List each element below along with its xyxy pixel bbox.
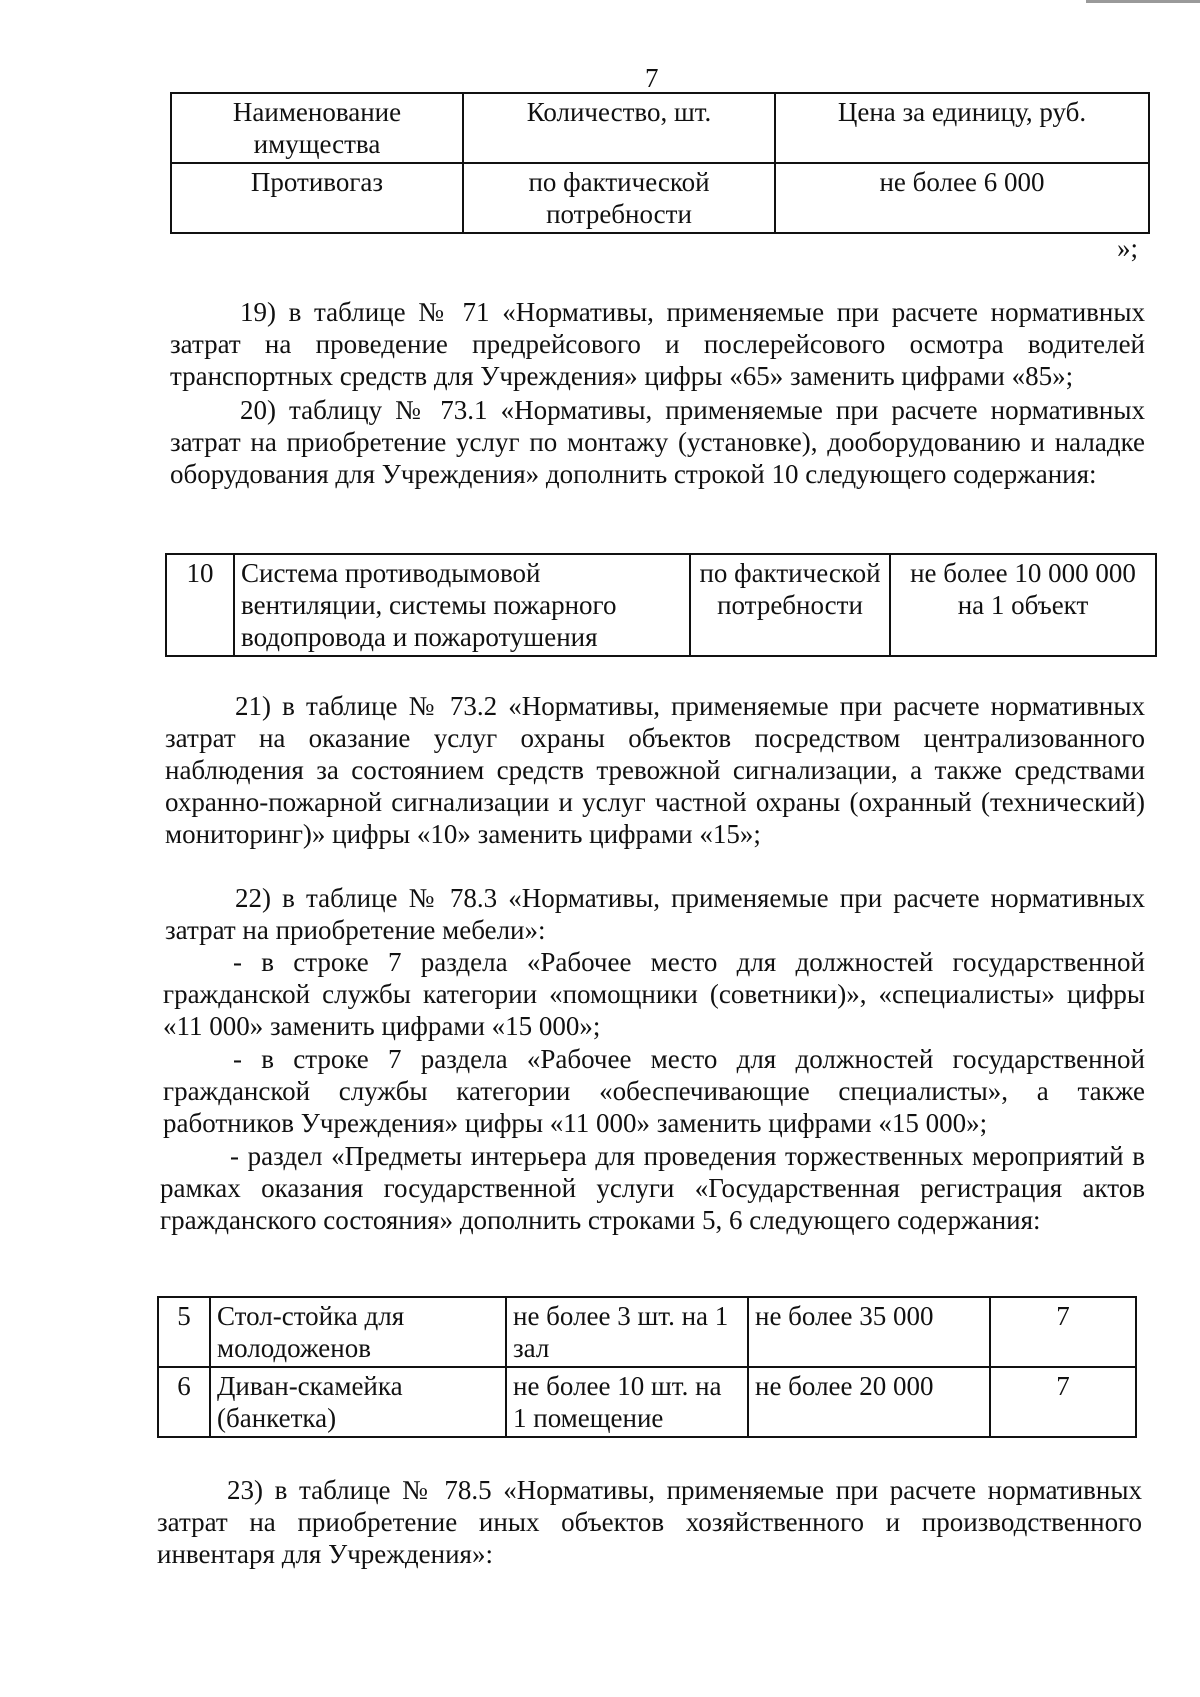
table-row (166, 554, 1156, 656)
paragraph-22: 22) в таблице № 78.3 «Нормативы, применяемые при расчете нормативных затрат на приобретение мебели»: (165, 883, 1145, 945)
cell-quantity: не более 10 шт. на 1 помещение (506, 1367, 748, 1437)
cell-item-name: Диван-скамейка (банкетка) (210, 1367, 506, 1437)
cell-price: не более 6 000 (775, 163, 1149, 233)
paragraph-21: 21) в таблице № 73.2 «Нормативы, применяемые при расчете нормативных затрат на оказание услуг охраны объектов посредством централизованного наблюдения за состоянием средств тревожной сигнализации, а также средствами охранно-пожарной сигнализации и услуг частной охраны (охранный (технический) мониторинг)» цифры «10» заменить цифрами «15»; (165, 691, 1145, 849)
header-cell-name: Наименование имущества (171, 93, 463, 163)
paragraph-22-item-c: - раздел «Предметы интерьера для проведения торжественных мероприятий в рамках оказания государственной услуги «Государственная регистрация актов гражданского состояния» дополнить строками 5, 6 следующего содержания: (160, 1141, 1145, 1235)
equipment-table (165, 553, 1157, 657)
paragraph-22-item-a: - в строке 7 раздела «Рабочее место для должностей государственной гражданской службы категории «помощники (советники)», «специалисты» цифры «11 000» заменить цифрами «15 000»; (163, 947, 1145, 1041)
header-cell-price: Цена за единицу, руб. (775, 93, 1149, 163)
cell-price: не более 35 000 (748, 1297, 990, 1367)
closing-quote: »; (1117, 233, 1139, 263)
cell-quantity: не более 3 шт. на 1 зал (506, 1297, 748, 1367)
interior-items-table (157, 1296, 1137, 1438)
cell-quantity: по фактической потребности (463, 163, 775, 233)
table-header-row (171, 93, 1149, 163)
cell-row-number: 5 (158, 1297, 210, 1367)
property-table (170, 92, 1150, 234)
cell-price: не более 10 000 000 на 1 объект (890, 554, 1156, 656)
cell-row-number: 10 (166, 554, 234, 656)
cell-row-number: 6 (158, 1367, 210, 1437)
cell-years: 7 (990, 1297, 1136, 1367)
cell-name: Противогаз (171, 163, 463, 233)
table-row (158, 1367, 1136, 1437)
cell-item-name: Система противодымовой вентиляции, системы пожарного водопровода и пожаротушения (234, 554, 690, 656)
cell-item-name: Стол-стойка для молодоженов (210, 1297, 506, 1367)
table-row (158, 1297, 1136, 1367)
paragraph-20: 20) таблицу № 73.1 «Нормативы, применяемые при расчете нормативных затрат на приобретение услуг по монтажу (установке), дооборудованию и наладке оборудования для Учреждения» дополнить строкой 10 следующего содержания: (170, 395, 1145, 489)
scan-edge-mark (1086, 0, 1200, 3)
cell-years: 7 (990, 1367, 1136, 1437)
table-row (171, 163, 1149, 233)
cell-price: не более 20 000 (748, 1367, 990, 1437)
paragraph-22-item-b: - в строке 7 раздела «Рабочее место для должностей государственной гражданской службы категории «обеспечивающие специалисты», а также работников Учреждения» цифры «11 000» заменить цифрами «15 000»; (163, 1044, 1145, 1138)
cell-quantity: по фактической потребности (690, 554, 890, 656)
paragraph-23: 23) в таблице № 78.5 «Нормативы, применяемые при расчете нормативных затрат на приобретение иных объектов хозяйственного и производственного инвентаря для Учреждения»: (157, 1475, 1142, 1569)
paragraph-19: 19) в таблице № 71 «Нормативы, применяемые при расчете нормативных затрат на проведение предрейсового и послерейсового осмотра водителей транспортных средств для Учреждения» цифры «65» заменить цифрами «85»; (170, 297, 1145, 391)
page-number: 7 (645, 63, 659, 93)
header-cell-quantity: Количество, шт. (463, 93, 775, 163)
